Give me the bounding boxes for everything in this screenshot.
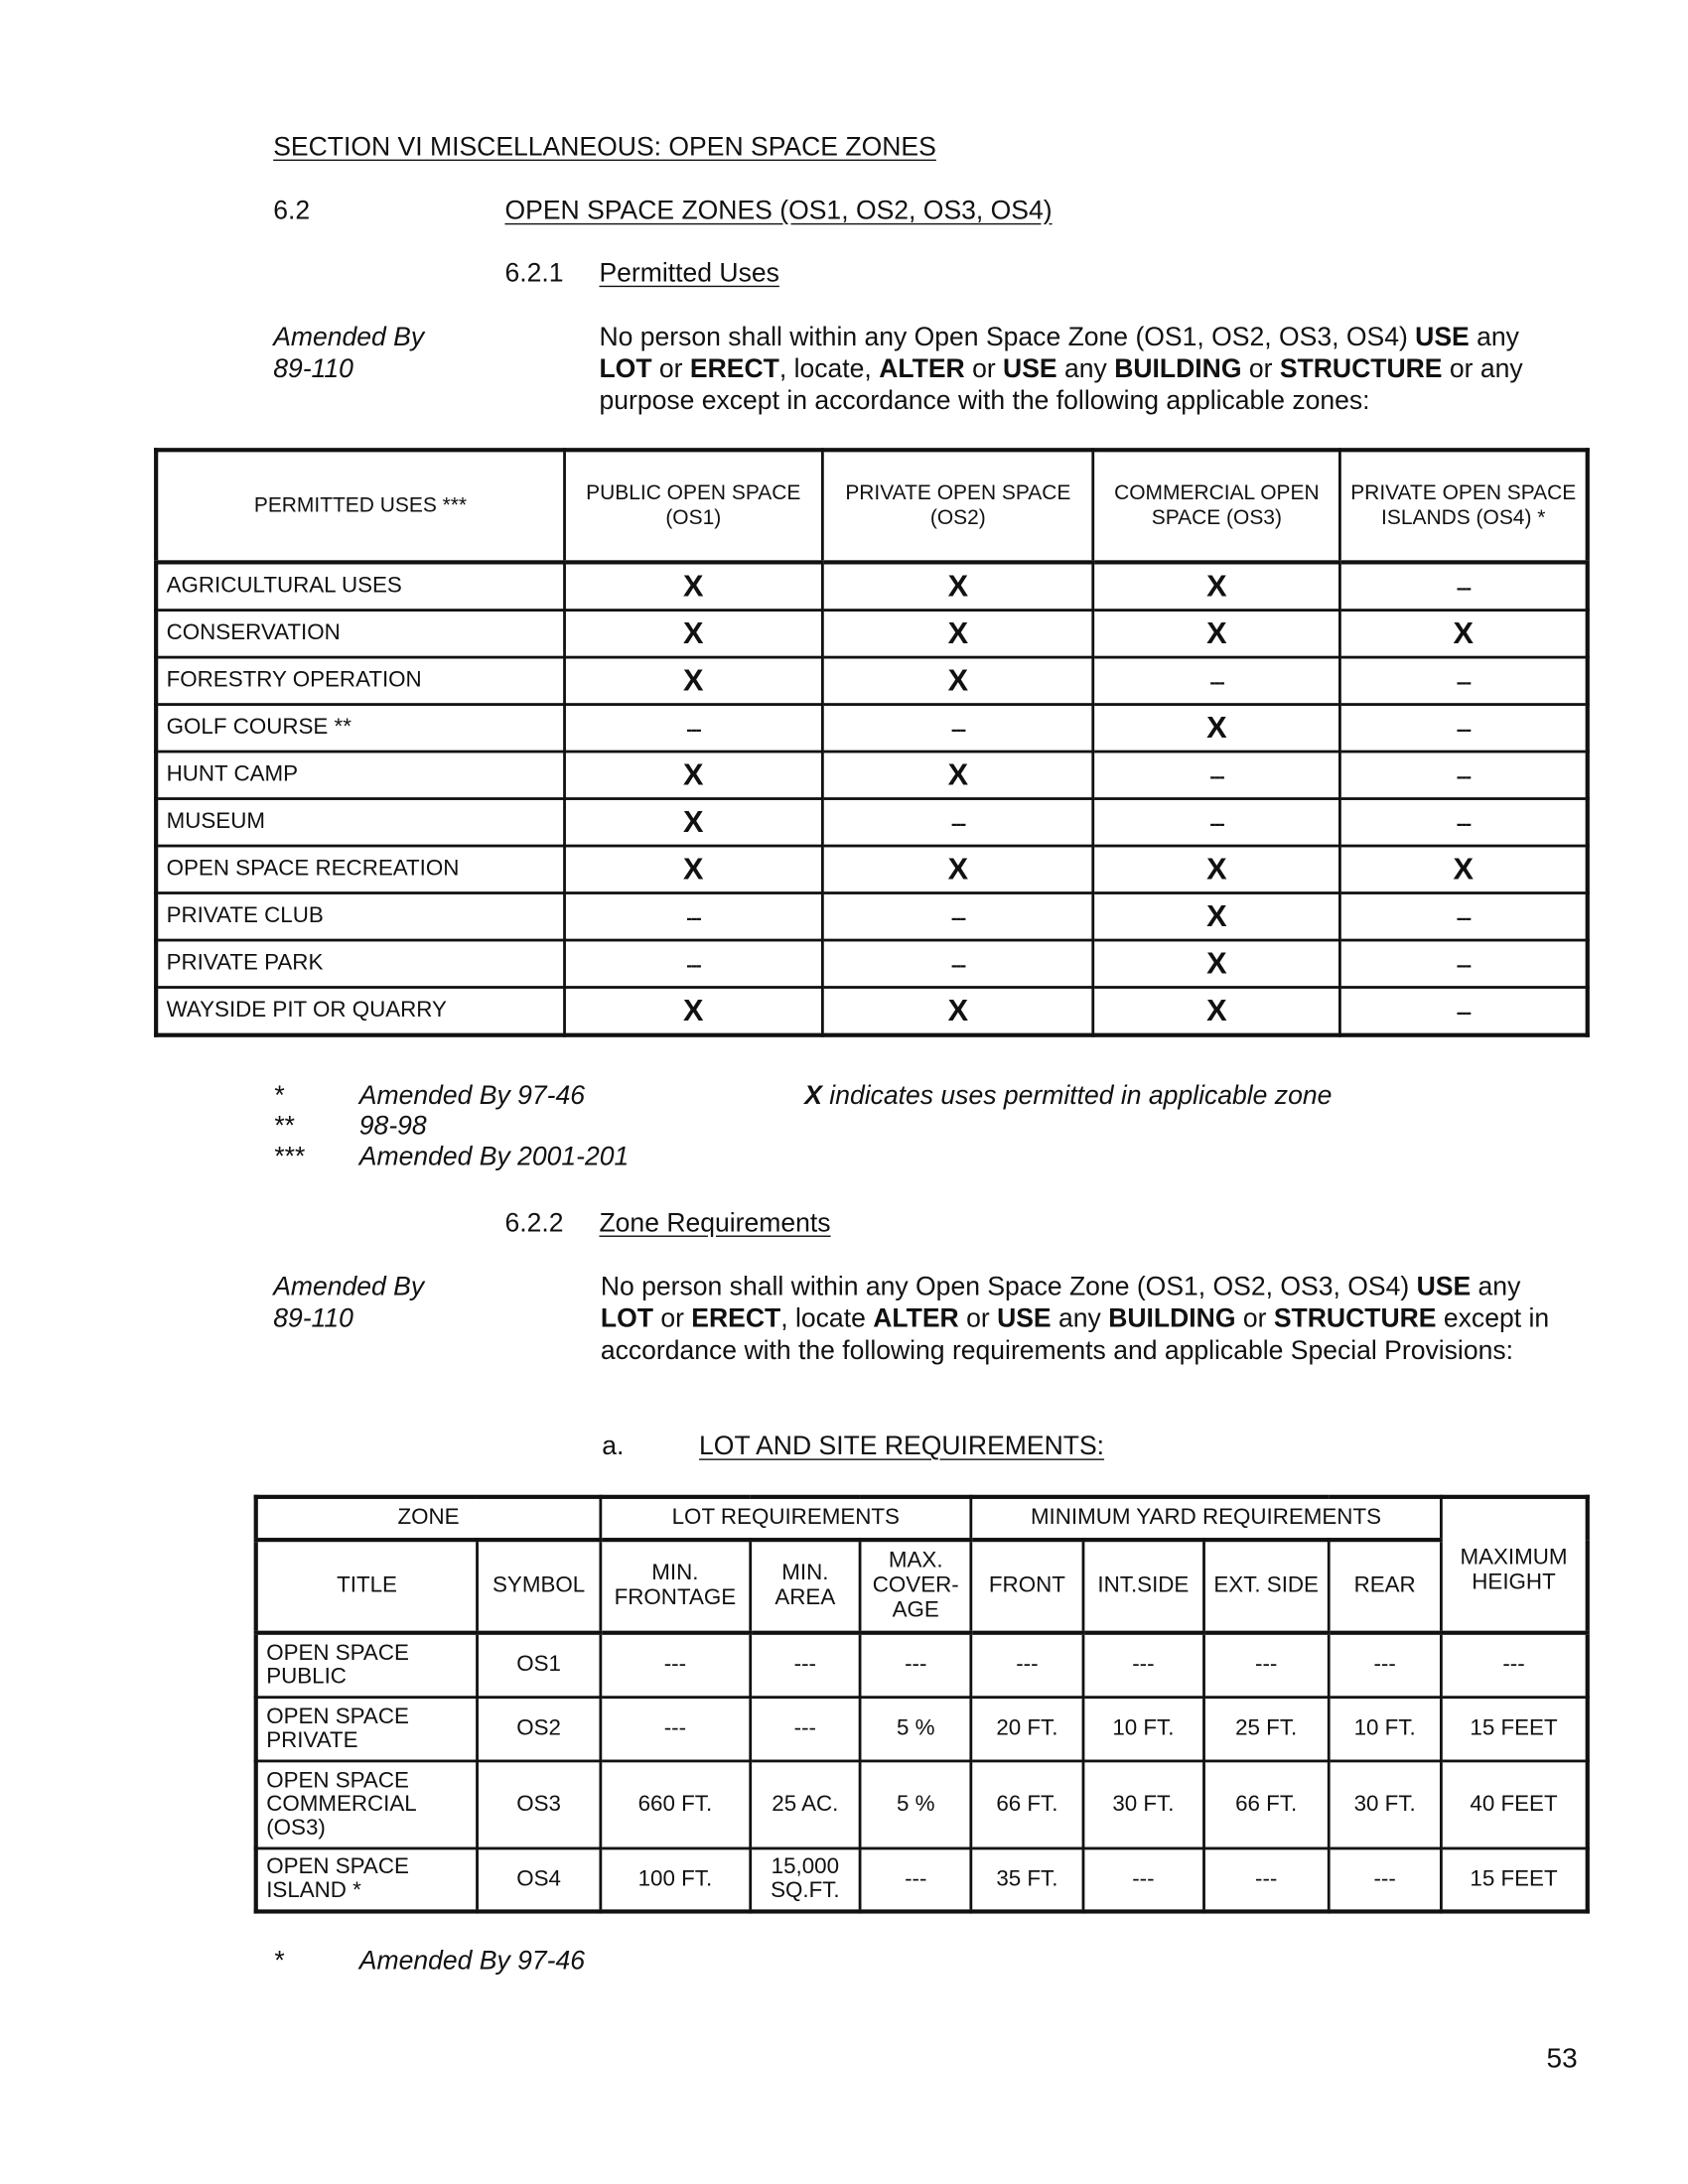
- title-cell: OPEN SPACE PUBLIC: [256, 1633, 478, 1697]
- margin-note-amended: [273, 1272, 424, 1335]
- int-side-cell: 30 FT.: [1083, 1760, 1203, 1847]
- rear-cell: 30 FT.: [1329, 1760, 1441, 1847]
- front-cell: 35 FT.: [971, 1847, 1083, 1911]
- front-cell: 66 FT.: [971, 1760, 1083, 1847]
- column-header-os3: COMMERCIAL OPEN SPACE (OS3): [1093, 450, 1339, 562]
- symbol-cell: OS4: [478, 1847, 601, 1911]
- table-row: [156, 751, 1588, 798]
- use-name-cell: WAYSIDE PIT OR QUARRY: [156, 988, 564, 1035]
- permission-cell-os4: ---: [1339, 657, 1587, 704]
- table-row: [156, 657, 1588, 704]
- column-header-int-side: INT.SIDE: [1083, 1540, 1203, 1633]
- min-area-cell: 25 AC.: [750, 1760, 860, 1847]
- column-header-os1: PUBLIC OPEN SPACE (OS1): [564, 450, 822, 562]
- table-row: [256, 1847, 1588, 1911]
- permission-cell-os4: ---: [1339, 751, 1587, 798]
- footnote: ** 98-98: [273, 1112, 427, 1142]
- permission-cell-os2: ---: [822, 893, 1093, 940]
- permission-cell-os4: X: [1339, 846, 1587, 892]
- use-name-cell: FORESTRY OPERATION: [156, 657, 564, 704]
- title-cell: OPEN SPACE PRIVATE: [256, 1697, 478, 1760]
- min-frontage-cell: ---: [601, 1633, 751, 1697]
- permission-cell-os2: ---: [822, 705, 1093, 751]
- min-area-cell: ---: [750, 1697, 860, 1760]
- ext-side-cell: 25 FT.: [1203, 1697, 1329, 1760]
- column-header-row: [256, 1540, 1588, 1633]
- margin-note-line: 89-110: [273, 354, 353, 384]
- column-header-permitted-uses: PERMITTED USES ***: [156, 450, 564, 562]
- table-legend: X indicates uses permitted in applicable zone: [804, 1081, 1333, 1111]
- permission-cell-os2: X: [822, 611, 1093, 657]
- permission-cell-os2: X: [822, 657, 1093, 704]
- column-header-os2: PRIVATE OPEN SPACE (OS2): [822, 450, 1093, 562]
- section-title: SECTION VI MISCELLANEOUS: OPEN SPACE ZONES: [273, 133, 936, 163]
- permission-cell-os1: ---: [564, 705, 822, 751]
- group-header-zone: ZONE: [256, 1497, 601, 1540]
- use-name-cell: HUNT CAMP: [156, 751, 564, 798]
- column-header-rear: REAR: [1329, 1540, 1441, 1633]
- table-row: [156, 893, 1588, 940]
- ext-side-cell: 66 FT.: [1203, 1760, 1329, 1847]
- min-frontage-cell: 100 FT.: [601, 1847, 751, 1911]
- int-side-cell: ---: [1083, 1847, 1203, 1911]
- table-row: [156, 988, 1588, 1035]
- front-cell: ---: [971, 1633, 1083, 1697]
- permission-cell-os3: ---: [1093, 799, 1339, 846]
- max-height-cell: 40 FEET: [1441, 1760, 1588, 1847]
- footnote: * Amended By 97-46: [273, 1081, 586, 1111]
- permission-cell-os3: X: [1093, 893, 1339, 940]
- permission-cell-os2: ---: [822, 940, 1093, 987]
- column-header-ext-side: EXT. SIDE: [1203, 1540, 1329, 1633]
- max-coverage-cell: ---: [860, 1633, 971, 1697]
- margin-note-line: Amended By: [273, 323, 425, 352]
- subsection-label: a.: [602, 1432, 625, 1462]
- permission-cell-os3: X: [1093, 988, 1339, 1035]
- permission-cell-os1: X: [564, 562, 822, 610]
- permission-cell-os2: X: [822, 846, 1093, 892]
- group-header-lot-requirements: LOT REQUIREMENTS: [601, 1497, 971, 1540]
- use-name-cell: AGRICULTURAL USES: [156, 562, 564, 610]
- table-row: [156, 562, 1588, 610]
- margin-note-line: Amended By: [273, 1273, 425, 1302]
- permission-cell-os2: X: [822, 988, 1093, 1035]
- min-frontage-cell: ---: [601, 1697, 751, 1760]
- footnote: *** Amended By 2001-201: [273, 1142, 630, 1172]
- lot-site-requirements-table: [254, 1495, 1590, 1914]
- column-header-min-frontage: MIN. FRONTAGE: [601, 1540, 751, 1633]
- permission-cell-os1: X: [564, 657, 822, 704]
- subsection-heading-zone-requirements: Zone Requirements: [599, 1209, 831, 1239]
- permission-cell-os4: X: [1339, 611, 1587, 657]
- permitted-uses-table: [154, 448, 1590, 1037]
- use-name-cell: CONSERVATION: [156, 611, 564, 657]
- table-row: [256, 1633, 1588, 1697]
- footnotes-permitted-uses: [273, 1082, 629, 1173]
- symbol-cell: OS1: [478, 1633, 601, 1697]
- min-area-cell: 15,000 SQ.FT.: [750, 1847, 860, 1911]
- section-heading: OPEN SPACE ZONES (OS1, OS2, OS3, OS4): [504, 197, 1053, 226]
- min-area-cell: ---: [750, 1633, 860, 1697]
- footnote-lot-requirements: * Amended By 97-46: [273, 1947, 586, 1977]
- lot-site-requirements-heading: LOT AND SITE REQUIREMENTS:: [699, 1432, 1105, 1462]
- column-header-title: TITLE: [256, 1540, 478, 1633]
- use-name-cell: OPEN SPACE RECREATION: [156, 846, 564, 892]
- permission-cell-os4: ---: [1339, 705, 1587, 751]
- int-side-cell: 10 FT.: [1083, 1697, 1203, 1760]
- permission-cell-os4: ---: [1339, 562, 1587, 610]
- table-row: [256, 1697, 1588, 1760]
- permission-cell-os3: X: [1093, 611, 1339, 657]
- page-number: 53: [1546, 2043, 1578, 2075]
- group-header-row: [256, 1497, 1588, 1540]
- permission-cell-os3: X: [1093, 940, 1339, 987]
- permission-cell-os1: X: [564, 611, 822, 657]
- use-name-cell: PRIVATE PARK: [156, 940, 564, 987]
- margin-note-amended: [273, 322, 424, 385]
- max-coverage-cell: 5 %: [860, 1760, 971, 1847]
- table-row: [156, 705, 1588, 751]
- subsection-number-6-2-1: 6.2.1: [504, 259, 564, 289]
- column-header-symbol: SYMBOL: [478, 1540, 601, 1633]
- margin-note-line: 89-110: [273, 1304, 353, 1334]
- rear-cell: 10 FT.: [1329, 1697, 1441, 1760]
- subsection-number-6-2-2: 6.2.2: [504, 1209, 564, 1239]
- column-header-min-area: MIN. AREA: [750, 1540, 860, 1633]
- permission-cell-os2: X: [822, 562, 1093, 610]
- permission-cell-os1: X: [564, 988, 822, 1035]
- use-name-cell: MUSEUM: [156, 799, 564, 846]
- group-header-minimum-yard: MINIMUM YARD REQUIREMENTS: [971, 1497, 1441, 1540]
- permission-cell-os3: X: [1093, 705, 1339, 751]
- section-number: 6.2: [273, 197, 311, 226]
- permission-cell-os3: ---: [1093, 751, 1339, 798]
- use-name-cell: GOLF COURSE **: [156, 705, 564, 751]
- permission-cell-os2: X: [822, 751, 1093, 798]
- permission-cell-os4: ---: [1339, 799, 1587, 846]
- permission-cell-os4: ---: [1339, 988, 1587, 1035]
- front-cell: 20 FT.: [971, 1697, 1083, 1760]
- permitted-uses-paragraph: No person shall within any Open Space Zone (OS1, OS2, OS3, OS4) USE any LOT or ERECT, locate, ALTER or USE any BUILDING or STRUCTURE or any purpose except in accordance with the following applicable zones:: [599, 323, 1523, 417]
- min-frontage-cell: 660 FT.: [601, 1760, 751, 1847]
- permission-cell-os3: X: [1093, 846, 1339, 892]
- table-row: [156, 940, 1588, 987]
- permission-cell-os1: ---: [564, 893, 822, 940]
- table-row: [156, 846, 1588, 892]
- column-header-maximum-height: MAXIMUM HEIGHT: [1441, 1497, 1588, 1633]
- title-cell: OPEN SPACE ISLAND *: [256, 1847, 478, 1911]
- max-height-cell: 15 FEET: [1441, 1697, 1588, 1760]
- max-coverage-cell: ---: [860, 1847, 971, 1911]
- max-coverage-cell: 5 %: [860, 1697, 971, 1760]
- max-height-cell: 15 FEET: [1441, 1847, 1588, 1911]
- column-header-front: FRONT: [971, 1540, 1083, 1633]
- rear-cell: ---: [1329, 1847, 1441, 1911]
- column-header-os4: PRIVATE OPEN SPACE ISLANDS (OS4) *: [1339, 450, 1587, 562]
- ext-side-cell: ---: [1203, 1847, 1329, 1911]
- subsection-heading-permitted-uses: Permitted Uses: [599, 259, 779, 289]
- permission-cell-os3: X: [1093, 562, 1339, 610]
- permission-cell-os3: ---: [1093, 657, 1339, 704]
- permission-cell-os4: ---: [1339, 940, 1587, 987]
- table-row: [156, 611, 1588, 657]
- table-header-row: [156, 450, 1588, 562]
- permission-cell-os1: ---: [564, 940, 822, 987]
- permission-cell-os1: X: [564, 846, 822, 892]
- ext-side-cell: ---: [1203, 1633, 1329, 1697]
- rear-cell: ---: [1329, 1633, 1441, 1697]
- permission-cell-os1: X: [564, 751, 822, 798]
- table-row: [156, 799, 1588, 846]
- title-cell: OPEN SPACE COMMERCIAL (OS3): [256, 1760, 478, 1847]
- table-row: [256, 1760, 1588, 1847]
- permission-cell-os4: ---: [1339, 893, 1587, 940]
- symbol-cell: OS2: [478, 1697, 601, 1760]
- max-height-cell: ---: [1441, 1633, 1588, 1697]
- permission-cell-os1: X: [564, 799, 822, 846]
- use-name-cell: PRIVATE CLUB: [156, 893, 564, 940]
- symbol-cell: OS3: [478, 1760, 601, 1847]
- int-side-cell: ---: [1083, 1633, 1203, 1697]
- permission-cell-os2: ---: [822, 799, 1093, 846]
- column-header-max-coverage: MAX. COVER-AGE: [860, 1540, 971, 1633]
- zone-requirements-paragraph: No person shall within any Open Space Zone (OS1, OS2, OS3, OS4) USE any LOT or ERECT, locate ALTER or USE any BUILDING or STRUCTURE except in accordance with the following requirements and applicable Special Provisions:: [600, 1273, 1550, 1366]
